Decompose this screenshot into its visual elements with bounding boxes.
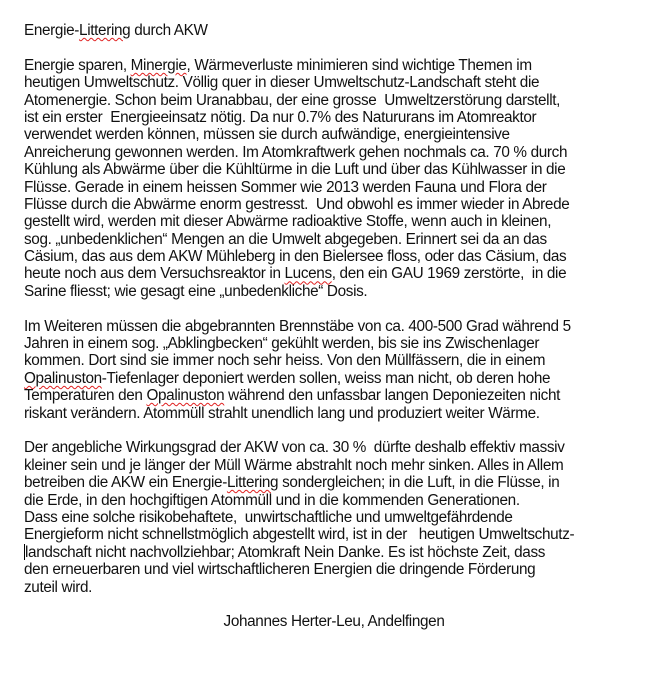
line-text: Flüsse. Gerade in einem heissen Sommer wie 2013 werden Fauna und Flora der (24, 178, 547, 196)
text-line (24, 561, 644, 578)
line-text: Flüsse durch die Abwärme enorm gestresst. Und obwohl es immer wieder in Abrede (24, 195, 570, 213)
document-page[interactable] (24, 22, 644, 631)
line-text: zuteil wird. (24, 578, 93, 596)
text-line (24, 439, 644, 456)
line-text: während den unfassbar langen Deponiezeiten nicht (224, 387, 561, 405)
misspelled-word[interactable]: Minergie (130, 56, 187, 74)
text-line (24, 387, 644, 404)
line-text: Jahren in einem sog. „Abklingbecken“ gekühlt werden, bis sie ins Zwischenlager (24, 335, 540, 353)
text-line (24, 318, 644, 335)
line-text: sondergleichen; in die Luft, in die Flüsse, in (278, 474, 560, 492)
text-line (24, 370, 644, 387)
misspelled-word[interactable]: Opalinuston (146, 387, 225, 405)
text-line (24, 144, 644, 161)
misspelled-word[interactable]: Littering (226, 474, 279, 492)
line-text: betreiben die AKW ein Energie- (24, 474, 227, 492)
text-line (24, 179, 644, 196)
paragraph (24, 57, 644, 300)
line-text: , Wärmeverluste minimieren sind wichtige Themen im (186, 56, 532, 74)
misspelled-word[interactable]: Littering (79, 22, 131, 39)
line-text: -Tiefenlager deponiert werden sollen, weiss man nicht, ob deren hohe (101, 369, 551, 387)
text-line (24, 335, 644, 352)
paragraph (24, 318, 644, 422)
text-line (24, 57, 644, 74)
text-line (24, 126, 644, 143)
text-line (24, 283, 644, 300)
line-text: Der angebliche Wirkungsgrad der AKW von ca. 30 % dürfte deshalb effektiv massiv (24, 439, 565, 457)
line-text: Energieform nicht schnellstmöglich abgestellt wird, ist in der heutigen Umweltschutz- (24, 526, 575, 544)
line-text: sog. „unbedenklichen“ Mengen an die Umwelt abgegeben. Erinnert sei da an das (24, 230, 547, 248)
line-text: Cäsium, das aus dem AKW Mühleberg in den Bielersee floss, oder das Cäsium, das (24, 248, 567, 266)
line-text: kommen. Dort sind sie immer noch sehr heiss. Von den Müllfässern, die in einem (24, 352, 546, 370)
line-text: die Erde, in den hochgiftigen Atommüll und in die kommenden Generationen. (24, 491, 520, 509)
text-line (24, 109, 644, 126)
text-line (24, 213, 644, 230)
line-text: Temperaturen den (24, 387, 147, 405)
line-text: Energie sparen, (24, 56, 131, 74)
line-text: gestellt wird, werden mit dieser Abwärme radioaktive Stoffe, wenn auch in kleinen, (24, 213, 552, 231)
line-text: , den ein GAU 1969 zerstörte, in die (331, 265, 567, 283)
text-line (24, 265, 644, 282)
line-text: Kühlung als Abwärme über die Kühltürme in die Luft und über das Kühlwasser in die (24, 161, 566, 179)
line-text: Dass eine solche risikobehaftete, unwirtschaftliche und umweltgefährdende (24, 508, 513, 526)
text-line (24, 248, 644, 265)
text-line (24, 526, 644, 543)
text-line (24, 405, 644, 422)
line-text: verwendet werden können, müssen sie durch aufwändige, energieintensive (24, 126, 510, 144)
text-line (24, 231, 644, 248)
text-line (24, 196, 644, 213)
text-line (24, 161, 644, 178)
line-text: Atomenergie. Schon beim Uranabbau, der eine grosse Umweltzerstörung darstellt, (24, 91, 561, 109)
misspelled-word[interactable]: Lucens (284, 265, 332, 283)
text-line (24, 74, 644, 91)
line-text: den erneuerbaren und viel wirtschaftlicheren Energien die dringende Förderung (24, 561, 536, 579)
text-line (24, 474, 644, 491)
paragraph (24, 439, 644, 596)
line-text: landschaft nicht nachvollziehbar; Atomkraft Nein Danke. Es ist höchste Zeit, dass (25, 543, 546, 561)
line-text: heutigen Umweltschutz. Völlig quer in dieser Umweltschutz-Landschaft steht die (24, 74, 540, 92)
line-text: Sarine fliesst; wie gesagt eine „unbedenkliche“ Dosis. (24, 282, 368, 300)
text-line (24, 579, 644, 596)
line-text: heute noch aus dem Versuchsreaktor in (24, 265, 285, 283)
text-line (24, 352, 644, 369)
misspelled-word[interactable]: Opalinuston (24, 369, 102, 387)
text-line (24, 509, 644, 526)
text-line (24, 457, 644, 474)
line-text: Anreicherung gewonnen werden. Im Atomkraftwerk gehen nochmals ca. 70 % durch (24, 143, 568, 161)
line-text: ist ein erster Energieeinsatz nötig. Da nur 0.7% des Natururans im Atomreaktor (24, 108, 537, 126)
text-line (24, 92, 644, 109)
text-line (24, 544, 644, 561)
text-line (24, 492, 644, 509)
line-text: riskant verändern. Atommüll strahlt unendlich lang und produziert weiter Wärme. (24, 404, 540, 422)
line-text: kleiner sein und je länger der Müll Wärme abstrahlt noch mehr sinken. Alles in Allem (24, 456, 564, 474)
line-text: Im Weiteren müssen die abgebrannten Brennstäbe von ca. 400-500 Grad während 5 (24, 317, 571, 335)
signature: Johannes Herter-Leu, Andelfingen (223, 613, 445, 631)
document-title: Energie-Littering durch AKW (24, 22, 208, 39)
